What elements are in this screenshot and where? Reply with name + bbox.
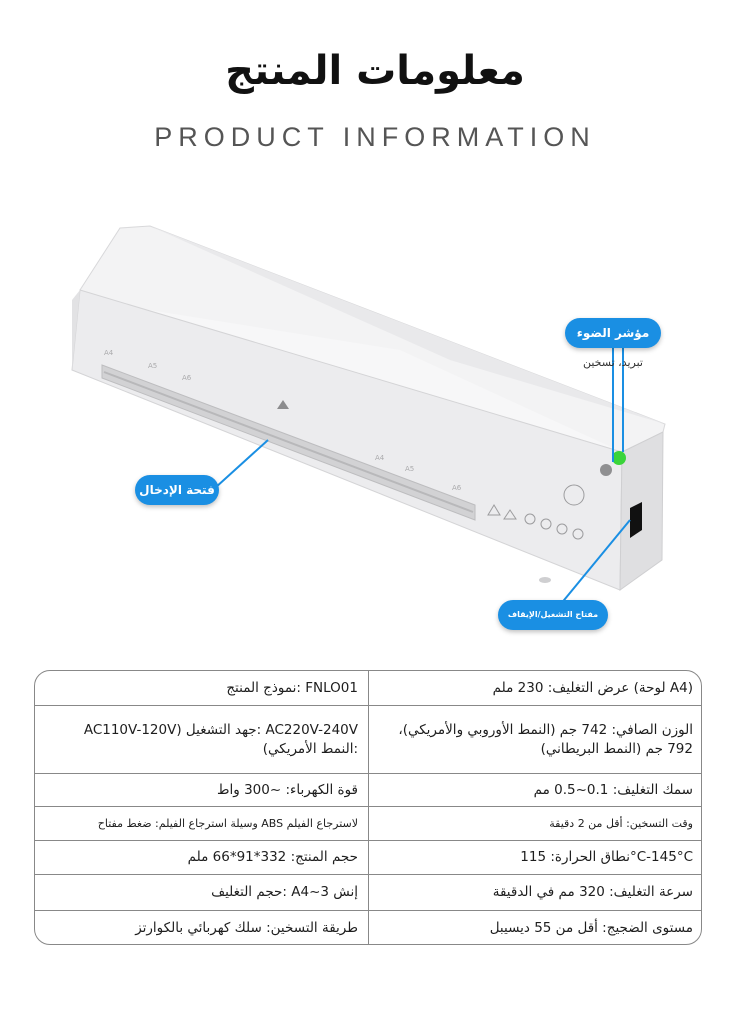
inlet-callout: فتحة الإدخال	[135, 475, 219, 505]
spec-cell: (A4 لوحة) عرض التغليف: 230 ملم	[492, 679, 693, 696]
table-row	[35, 841, 702, 875]
spec-cell: قوة الكهرباء: ~300 واط	[35, 774, 369, 806]
svg-text:A6: A6	[182, 374, 192, 382]
spec-table	[34, 670, 702, 945]
svg-text:A4: A4	[375, 454, 385, 462]
spec-cell: C-145°C°نطاق الحرارة: 115	[520, 849, 693, 866]
spec-cell: مستوى الضجيج: أقل من 55 ديسيبل	[489, 920, 693, 937]
table-row	[35, 807, 702, 841]
table-row	[35, 911, 702, 945]
table-row	[35, 671, 702, 706]
svg-text:A6: A6	[452, 484, 462, 492]
spec-cell: سمك التغليف: 0.1~0.5 مم	[533, 781, 693, 798]
page-title: معلومات المنتج	[225, 48, 525, 94]
light-indicator-callout: مؤشر الضوء	[565, 318, 661, 348]
svg-text:A5: A5	[148, 362, 158, 370]
laminator-drawing	[0, 180, 750, 650]
spec-cell: حجم المنتج: 332*91*66 ملم	[35, 841, 369, 874]
spec-cell: AC220V-240V :جهد التشغيل (AC110V-120V :النمط الأمريكي)	[35, 706, 369, 773]
table-row	[35, 774, 702, 807]
spec-cell: إنش 3~A4 :حجم التغليف	[35, 875, 369, 910]
spec-cell: طريقة التسخين: سلك كهربائي بالكوارتز	[35, 911, 369, 945]
spec-cell: لاسترجاع الفيلم ABS وسيلة استرجاع الفيلم: ضغط مفتاح	[35, 807, 369, 840]
spec-cell: وقت التسخين: أقل من 2 دقيقة	[549, 816, 693, 830]
spec-cell: FNLO01 :نموذج المنتج	[35, 671, 369, 705]
product-illustration	[0, 180, 750, 650]
spec-cell: سرعة التغليف: 320 مم في الدقيقة	[492, 884, 693, 901]
power-switch-callout: مفتاح التشغيل/الإيقاف	[498, 600, 608, 630]
svg-text:A5: A5	[405, 465, 415, 473]
table-row	[35, 706, 702, 774]
light-indicator-sublabel: تبريد، تسخين	[582, 356, 643, 369]
svg-text:A4: A4	[104, 349, 114, 357]
table-row	[35, 875, 702, 911]
page-subtitle: PRODUCT INFORMATION	[154, 122, 596, 152]
spec-cell: الوزن الصافي: 742 جم (النمط الأوروبي والأمريكي)، 792 جم (النمط البريطاني)	[398, 721, 693, 757]
